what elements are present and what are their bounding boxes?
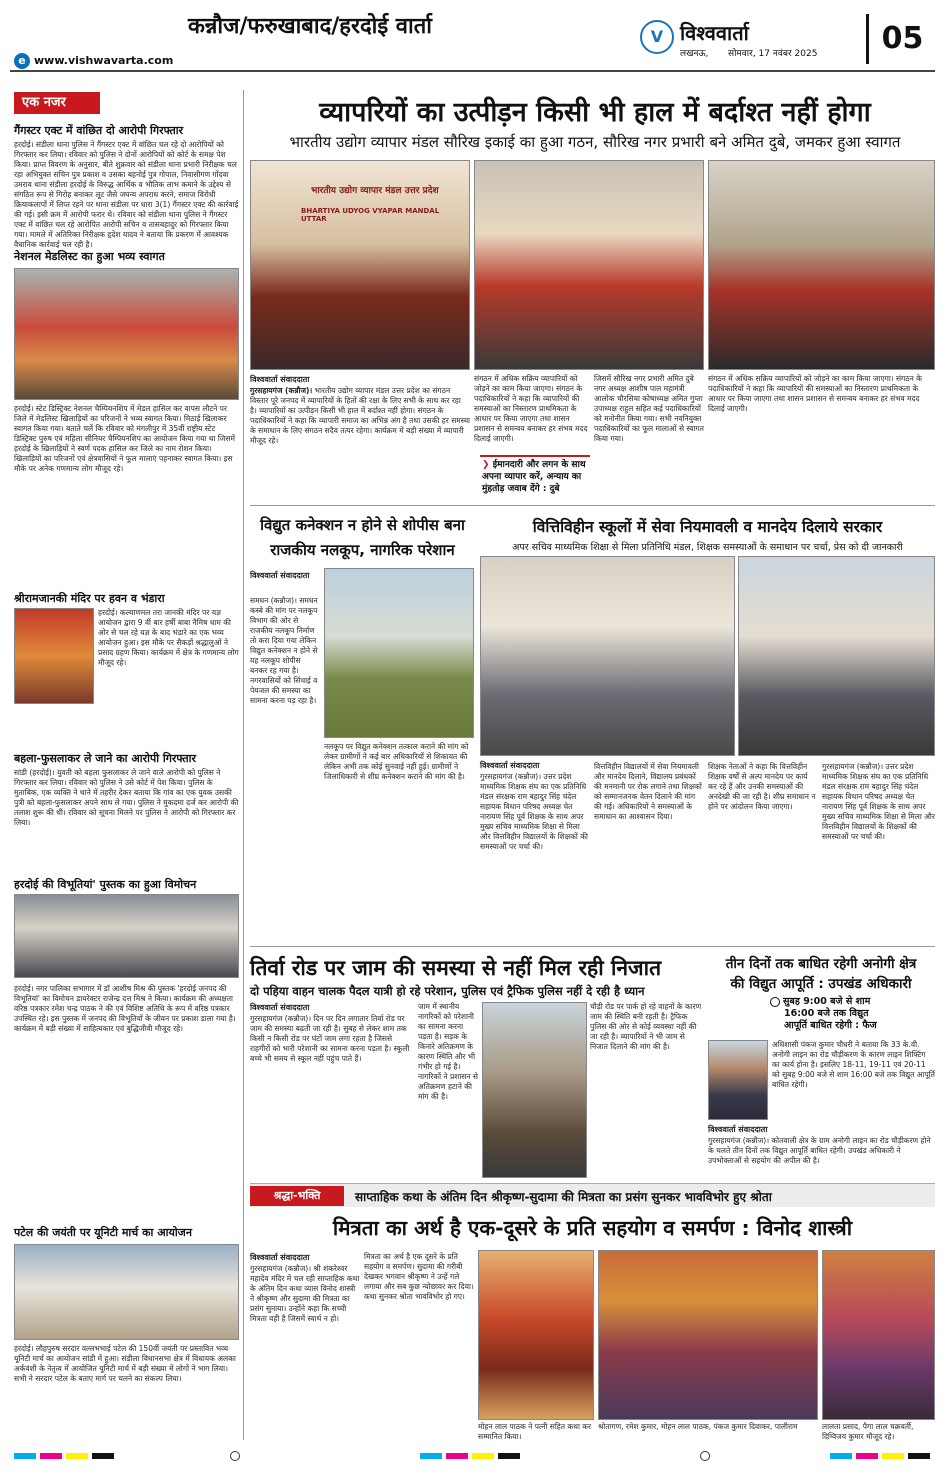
katha-byline: विश्ववार्ता संवाददाता — [250, 1253, 310, 1262]
vishwavarta-logo-icon: V — [640, 20, 674, 54]
lead-text-1b: संगठन में अधिक सक्रिय व्यापारियों को जोड़ने का काम किया जाएगा। संगठन के पदाधिकारियों ने कहा कि व्यापारियों की समस्याओं का निस्तारण प्राथमिकता के आधार पर किया जाएगा तथा शासन प्रशासन से समन्वय बनाकर हर संभव मदद दिलाई जाएगी। — [474, 374, 588, 443]
left-story-4-headline: बहला-फुसलाकर ले जाने का आरोपी गिरफ्तार — [14, 752, 196, 765]
school-photo-2 — [738, 556, 935, 756]
lead-byline: विश्ववार्ता संवाददाता — [250, 375, 310, 384]
powercut-info-2: 16:00 बजे तक विद्युत — [784, 1008, 869, 1019]
shraddha-tag: श्रद्धा-भक्ति — [250, 1186, 344, 1206]
jam-byline: विश्ववार्ता संवाददाता — [250, 1003, 310, 1012]
katha-vyas-photo — [478, 1250, 594, 1420]
powercut-info-1-text: सुबह 9:00 बजे से शाम — [783, 996, 871, 1007]
lead-photo-banner: भारतीय उद्योग व्यापार मंडल उत्तर प्रदेश — [311, 186, 439, 196]
edition-date: सोमवार, 17 नवंबर 2025 — [728, 49, 818, 59]
jam-subhead: दो पहिया वाहन चालक पैदल यात्री हो रहे परेशान, पुलिस एवं ट्रैफिक पुलिस नहीं दे रही है ध्यान — [250, 984, 645, 998]
cyan-swatch-2 — [420, 1453, 442, 1459]
magenta-swatch-2 — [446, 1453, 468, 1459]
katha-audience-photo — [598, 1250, 818, 1420]
page-section-title: कन्नौज/फरुखाबाद/हरदोई वार्ता — [188, 14, 432, 39]
magenta-swatch-3 — [856, 1453, 878, 1459]
katha-caption-2: श्रोतागण, रमेश कुमार, मोहन लाल पाठक, पंकज कुमार दिवाकर, पालीराम — [598, 1422, 798, 1431]
print-registration-bar — [0, 1448, 945, 1466]
black-swatch-2 — [498, 1453, 520, 1459]
jam-text-1: गुरसहायगंज (कन्नौज)। दिन पर दिन लगातार तिर्वा रोड पर जाम की समस्या बढ़ती जा रही है। सुबह से लेकर शाम तक किसी न किसी रोड पर घंटों जाम लगा रहता है जिससे राहगीरों को भारी परेशानी का सामना करना पड़ता है। स्कूली बच्चे भी समय से स्कूल नहीं पहुंच पाते हैं। — [250, 1014, 410, 1063]
lead-quote-text: ईमानदारी और लगन के साथ अपना व्यापार करें, अन्याय का मुंहतोड़ जवाब देंगे : दुबे — [482, 460, 586, 494]
lead-photo-3 — [708, 160, 935, 370]
shraddha-bhakti-strip — [250, 1183, 935, 1207]
lead-text-2: जिसमें सौरिख नगर प्रभारी अमित दुबे नगर अध्यक्ष आशीष पाल महामंत्री आलोक चौरसिया कोषाध्यक्ष अमित गुप्ता उपाध्यक्ष राहुल सहित कई पदाधिकारियों को मनोनीत किया गया। सभी नवनियुक्त पदाधिकारियों का फूल मालाओं से स्वागत किया गया। — [594, 374, 704, 443]
lead-main-photo — [250, 160, 470, 370]
official-portrait-photo — [708, 1040, 768, 1120]
quote-arrow-icon: ❯ — [482, 460, 493, 470]
school-headline: वित्तिविहीन स्कूलों में सेवा नियमावली व मानदेय दिलाये सरकार — [532, 518, 883, 536]
left-story-6-headline: पटेल की जयंती पर यूनिटी मार्च का आयोजन — [14, 1226, 192, 1239]
unity-march-photo — [14, 1244, 239, 1340]
left-story-5-text: हरदोई। नगर पालिका सभागार में डॉ आशीष मिश्र की पुस्तक 'हरदोई जनपद की विभूतियां' का विमोचन डायरेक्टर राजेन्द्र दत्त मिश्र ने किया। कार्यक्रम की अध्यक्षता वरिष्ठ पत्रकार रमेश चन्द्र पाठक ने की एवं विशिष्ट अतिथि के रूप में वरिष्ठ पत्रकार उपस्थित रहे। इस पुस्तक में जनपद की विभूतियों के जीवन पर प्रकाश डाला गया है। कार्यक्रम में बड़ी संख्या में साहित्यकार एवं बुद्धिजीवी मौजूद रहे। — [14, 984, 236, 1033]
page-number: 05 — [866, 14, 936, 64]
lead-subhead: भारतीय उद्योग व्यापार मंडल सौरिख इकाई का हुआ गठन, सौरिख नगर प्रभारी बने अमित दुबे, जमकर हुआ स्वागत — [289, 133, 901, 151]
tubewell-photo — [324, 568, 474, 738]
tubewell-headline-2: राजकीय नलकूप, नागरिक परेशान — [270, 541, 455, 559]
black-swatch-3 — [908, 1453, 930, 1459]
registration-mark-icon — [230, 1451, 240, 1461]
school-byline: विश्ववार्ता संवाददाता — [480, 761, 540, 770]
school-text-1: गुरसहायगंज (कन्नौज)। उत्तर प्रदेश माध्यमिक शिक्षक संघ का एक प्रतिनिधि मंडल संरक्षक राम बहादुर सिंह चंदेल सहायक विधान परिषद अध्यक्ष चेत नारायण सिंह पूर्व शिक्षक के साथ अपर मुख्य सचिव माध्यमिक शिक्षा से मिला और वित्तविहीन विद्यालयों के शिक्षकों की समस्याओं पर चर्चा की। — [480, 772, 588, 851]
school-text-3: शिक्षक नेताओं ने कहा कि वित्तविहीन शिक्षक वर्षों से अल्प मानदेय पर कार्य कर रहे हैं और उनकी समस्याओं की अनदेखी की जा रही है। शीघ्र समाधान न होने पर आंदोलन किया जाएगा। — [708, 762, 816, 811]
lead-photo-2 — [474, 160, 704, 370]
lead-photo-banner-en: BHARTIYA UDYOG VYAPAR MANDAL UTTAR — [301, 207, 440, 223]
jam-text-2: जाम में स्थानीय नागरिकों को परेशानी का सामना करना पड़ता है। सड़क के किनारे अतिक्रमण के कारण स्थिति और भी गंभीर हो गई है। नागरिकों ने प्रशासन से अतिक्रमण हटाने की मांग की है। — [418, 1002, 478, 1101]
school-photo-1 — [480, 556, 735, 756]
katha-audience-photo-2 — [822, 1250, 935, 1420]
book-release-photo — [14, 894, 239, 978]
lead-text-1 — [250, 386, 470, 496]
masthead-rule — [10, 70, 935, 72]
yellow-swatch — [66, 1453, 88, 1459]
katha-caption-1: मोहन लाल पाठक ने पत्नी सहित कथा कर सम्मानित किया। — [478, 1422, 592, 1441]
katha-text-2: मित्रता का अर्थ है एक दूसरे के प्रति सहयोग व समर्पण। सुदामा की गरीबी देखकर भगवान श्रीकृष्ण ने उन्हें गले लगाया और सब कुछ न्योछावर कर दिया। कथा सुनकर श्रोता भावविभोर हो गए। — [364, 1252, 474, 1301]
powercut-info-line-1 — [770, 996, 935, 1008]
left-story-1-headline: गैंगस्टर एक्ट में वांछित दो आरोपी गिरफ्तार — [14, 124, 184, 137]
left-column-divider — [243, 90, 244, 1440]
medalist-welcome-photo — [14, 268, 239, 400]
powercut-headline: तीन दिनों तक बाधित रहेगी अनोगी क्षेत्र — [725, 956, 917, 972]
site-url[interactable] — [14, 53, 173, 69]
jam-photo — [482, 1002, 587, 1178]
edition-place: लखनऊ, — [680, 49, 709, 59]
powercut-info — [770, 996, 935, 1038]
clock-icon — [770, 997, 780, 1007]
powercut-headline-2: की विद्युत आपूर्ति : उपखंड अधिकारी — [730, 976, 912, 992]
katha-strip-headline: साप्ताहिक कथा के अंतिम दिन श्रीकृष्ण-सुदामा की मित्रता का प्रसंग सुनकर भावविभोर हुए श्रोता — [355, 1190, 772, 1204]
left-story-3-text: हरदोई। कल्याणमल तरा जानकी मंदिर पर यज्ञ आयोजन द्वारा 9 वीं बार हर्षी बाबा नैमिष धाम की ओर से चल रहे यज्ञ के बाद भंडारे का एक भव्य आयोजन हुआ। इस मौके पर सैकड़ों श्रद्धालुओं ने प्रसाद ग्रहण किया। कार्यक्रम में क्षेत्र के गणमान्य लोग मौजूद रहे। — [98, 608, 239, 667]
black-swatch — [92, 1453, 114, 1459]
left-story-1-text: हरदोई। संडीला थाना पुलिस ने गैंगस्टर एक्ट में वांछित चल रहे दो आरोपियों को गिरफ्तार कर लिया। रविवार को पुलिस ने दोनों आरोपियों को कोर्ट के समक्ष पेश किया। प्राप्त विवरण के अनुसार, बीते शुक्रवार को संडीला थाना प्रभारी निरीक्षक चल रहा अभियुक्त सचिन पुत्र प्रकाश व उसका बहनोई पुत्र गोपाल, निवासीगण गोंदवा उमराव थाना संडीला हरदोई के विरुद्ध आर्थिक व भौतिक लाभ कमाने के उद्देश्य से संगठित रूप से गिरोह बनाकर लूट जैसे जघन्य अपराध करने, समाज विरोधी क्रियाकलापों में लिप्त रहने पर थाना संडीला पर धारा 3(1) गैंगस्टर एक्ट की कार्रवाई की गई। इसी क्रम में आरोपी फरार थे। रविवार को संडीला थाना पुलिस ने गैंगस्टर एक्ट में वांछित चल रहे आरोपित आरोपी सचिन व तासबहादुर को गिरफ्तार किया गया। मामले में अतिरिक्त निरीक्षक हृदेश यादव ने बताया कि प्रकरण में आवश्यक वैधानिक कार्रवाई चल रही है। — [14, 140, 239, 249]
left-story-3-headline: श्रीरामजानकी मंदिर पर हवन व भंडारा — [14, 592, 165, 605]
lead-dateline: गुरसहायगंज (कन्नौज)। — [250, 386, 313, 395]
tubewell-text-2: नलकूप पर विद्युत कनेक्शन तत्काल कराने की मांग को लेकर ग्रामीणों ने कई बार अधिकारियों से शिकायत की लेकिन अभी तक कोई सुनवाई नहीं हुई। ग्रामीणों ने जिलाधिकारी से शीघ्र कनेक्शन कराने की मांग की है। — [324, 742, 469, 781]
jam-headline: तिर्वा रोड पर जाम की समस्या से नहीं मिल रही निजात — [250, 956, 662, 980]
browser-icon: e — [14, 53, 30, 69]
powercut-byline: विश्ववार्ता संवाददाता — [708, 1125, 768, 1134]
cyan-swatch — [14, 1453, 36, 1459]
masthead — [0, 0, 945, 78]
middle-rule — [250, 946, 935, 947]
ek-nazar-tag: एक नजर — [14, 92, 100, 114]
lead-headline: व्यापरियों का उत्पीड़न किसी भी हाल में बर्दाश्त नहीं होगा — [319, 97, 871, 128]
katha-caption-3: लालता प्रसाद, पैगा लाल चक्रवर्ती, दिग्विजय कुमार मौजूद रहे। — [822, 1422, 914, 1441]
site-url-text: www.vishwavarta.com — [34, 54, 174, 67]
brand-name: विश्ववार्ता — [680, 21, 749, 45]
registration-mark-icon-2 — [700, 1451, 710, 1461]
powercut-text-1: अधिशासी पंकज कुमार चौधरी ने बताया कि 33 के.वी. अनोगी लाइन का रोड चौड़ीकरण के कारण लाइन शिफ्टिंग का कार्य होना है। इसलिए 18-11, 19-11 एवं 20-11 को सुबह 9:00 बजे से शाम 16:00 बजे तक विद्युत आपूर्ति बाधित रहेगी। — [772, 1040, 935, 1089]
cyan-swatch-3 — [830, 1453, 852, 1459]
tubewell-text-1: समधन (कन्नौज)। समधन कस्बे की मांग पर नलकूप विभाग की ओर से राजकीय नलकूप निर्माण तो करा दिया गया लेकिन विद्युत कनेक्शन न होने से यह नलकूप शोपीस बनकर रह गया है। नगरवासियों को सिंचाई व पेयजल की समस्या का सामना करना पड़ रहा है। — [250, 596, 318, 705]
yellow-swatch-3 — [882, 1453, 904, 1459]
yellow-swatch-2 — [472, 1453, 494, 1459]
school-text-4: गुरसहायगंज (कन्नौज)। उत्तर प्रदेश माध्यमिक शिक्षक संघ का एक प्रतिनिधि मंडल संरक्षक राम बहादुर सिंह चंदेल सहायक विधान परिषद अध्यक्ष चेत नारायण सिंह पूर्व शिक्षक के साथ अपर मुख्य सचिव माध्यमिक शिक्षा से मिला और वित्तविहीन विद्यालयों के शिक्षकों की समस्याओं पर चर्चा की। — [822, 762, 935, 841]
tubewell-byline: विश्ववार्ता संवाददाता — [250, 571, 310, 580]
lead-quote — [480, 455, 590, 497]
magenta-swatch — [40, 1453, 62, 1459]
lead-text-1-body: भारतीय उद्योग व्यापार मंडल उत्तर प्रदेश का संगठन विस्तार पूरे जनपद में व्यापारियों के हितों की रक्षा के लिए सभी के साथ कर रहा है। व्यापारियों का उत्पीड़न किसी भी हाल में बर्दाश्त नहीं होगा। संगठन के पदाधिकारियों ने कहा कि व्यापारी समाज का अभिन्न अंग है तथा उसकी हर समस्या के समाधान के लिए संगठन सदैव तत्पर रहेगा। कार्यक्रम में बड़ी संख्या में व्यापारी मौजूद रहे। — [250, 386, 470, 445]
school-text-2: वित्तविहीन विद्यालयों में सेवा नियमावली और मानदेय दिलाने, विद्यालय प्रबंधकों की मनमानी पर रोक लगाने तथा शिक्षकों को सम्मानजनक वेतन दिलाने की मांग की गई। अधिकारियों ने समस्याओं के समाधान का आश्वासन दिया। — [594, 762, 702, 821]
tubewell-headline: विद्युत कनेक्शन न होने से शोपीस बना — [260, 516, 465, 534]
powercut-text-2: गुरसहायगंज (कन्नौज)। कोतवाली क्षेत्र के ग्राम अनोगी लाइन का रोड चौड़ीकरण होने के चलते तीन दिनों तक विद्युत आपूर्ति बाधित रहेगी। उपखंड अधिकारी ने उपभोक्ताओं से सहयोग की अपील की है। — [708, 1136, 931, 1165]
havan-photo — [14, 608, 94, 704]
lead-text-3: संगठन में अधिक सक्रिय व्यापारियों को जोड़ने का काम किया जाएगा। संगठन के पदाधिकारियों ने कहा कि व्यापारियों की समस्याओं का निस्तारण प्राथमिकता के आधार पर किया जाएगा तथा शासन प्रशासन से समन्वय बनाकर हर संभव मदद दिलाई जाएगी। — [708, 374, 922, 413]
jam-text-3: चौड़ी रोड पर पार्क हो रहे वाहनों के कारण जाम की स्थिति बनी रहती है। ट्रैफिक पुलिस की ओर से कोई व्यवस्था नहीं की जा रही है। व्यापारियों ने भी जाम से निजात दिलाने की मांग की है। — [590, 1002, 702, 1051]
powercut-info-3: आपूर्ति बाधित रहेगी : फैज — [784, 1020, 877, 1031]
left-story-5-headline: हरदोई की विभूतियां' पुस्तक का हुआ विमोचन — [14, 878, 197, 891]
left-story-6-text: हरदोई। लौहपुरुष सरदार वल्लभभाई पटेल की 150वीं जयंती पर प्रस्तावित भव्य यूनिटी मार्च का आयोजन सांडी में हुआ। संडीला विधानसभा क्षेत्र में विधायक अलका अर्कवंशी के नेतृत्व में आयोजित यूनिटी मार्च में बड़ी संख्या में लोगों ने भाग लिया। सभी ने सरदार पटेल के बताए मार्ग पर चलने का संकल्प लिया। — [14, 1344, 236, 1383]
katha-headline: मित्रता का अर्थ है एक-दूसरे के प्रति सहयोग व समर्पण : विनोद शास्त्री — [332, 1216, 853, 1240]
katha-text-1: गुरसहायगंज (कन्नौज)। श्री शंकरेश्वर महादेव मंदिर में चल रही साप्ताहिक कथा के अंतिम दिन कथा व्यास विनोद शास्त्री ने श्रीकृष्ण और सुदामा की मित्रता का प्रसंग सुनाया। उन्होंने कहा कि सच्ची मित्रता वही है जिसमें स्वार्थ न हो। — [250, 1264, 360, 1323]
school-subhead: अपर सचिव माध्यमिक शिक्षा से मिला प्रतिनिधि मंडल, शिक्षक समस्याओं के समाधान पर चर्चा, प्रेस को दी जानकारी — [512, 542, 903, 553]
left-story-4-text: सांडी (हरदोई)। युवती को बहला फुसलाकर ले जाने वाले आरोपी को पुलिस ने गिरफ्तार कर लिया। रविवार को पुलिस ने उसे कोर्ट में पेश किया। पुलिस के मुताबिक, एक व्यक्ति ने थाने में तहरीर देकर बताया कि गांव का एक युवक उसकी पुत्री को बहला-फुसलाकर अपने साथ ले गया। पुलिस ने मुकदमा दर्ज कर आरोपी की तलाश शुरू की थी। रविवार को सूचना मिलने पर पुलिस ने आरोपी को गिरफ्तार कर लिया। — [14, 768, 239, 827]
left-story-2-text: हरदोई। स्टेट डिस्ट्रिक्ट नेशनल चैम्पियनशिप में मेडल हासिल कर वापस लौटने पर जिले में मेडलिस्ट खिलाड़ियों का परिजनों ने भव्य स्वागत किया। मिठाई खिलाकर स्वागत किया गया। बताते चलें कि रविवार को मंगलीपुर में 35वीं राष्ट्रीय स्टेट डिस्ट्रिक्ट पुरुष एवं महिला सीनियर चैम्पियनशिप का आयोजन किया गया था जिसमें हरदोई के खिलाड़ियों ने स्वर्ण पदक हासिल कर जिले का नाम रोशन किया। खिलाड़ियों का परिजनों एवं क्षेत्रवासियों ने फूल मालाएं पहनाकर स्वागत किया। इस मौके पर अनेक गणमान्य लोग मौजूद रहे। — [14, 404, 235, 473]
lead-bottom-rule — [250, 505, 935, 506]
left-story-2-headline: नेशनल मेडलिस्ट का हुआ भव्य स्वागत — [14, 250, 165, 263]
